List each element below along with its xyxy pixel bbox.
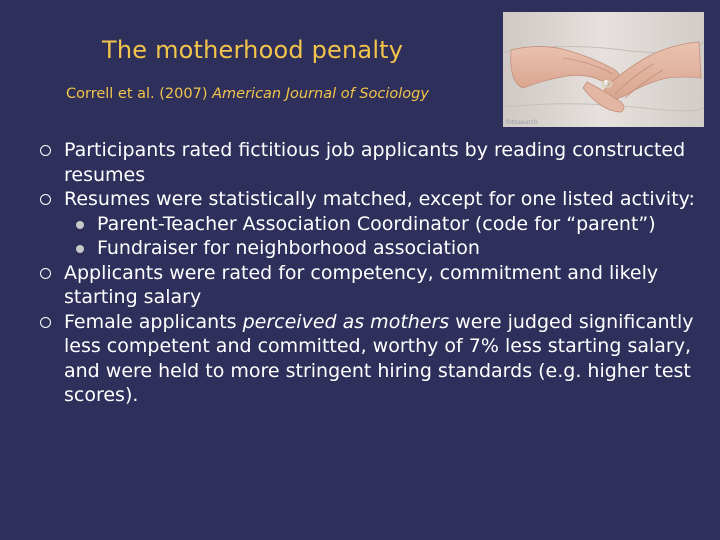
sub-bullet-list [64, 212, 712, 261]
hollow-bullet-icon [40, 194, 51, 205]
subtitle-journal: American Journal of Sociology [212, 86, 429, 102]
bullet-text: Resumes were statistically matched, except for one listed activity: [64, 188, 695, 210]
bullet-text-start: Female applicants [64, 310, 243, 333]
bullet-list [40, 138, 712, 408]
filled-bullet-icon [76, 245, 84, 253]
slide-subtitle [66, 86, 429, 102]
bullet-item [40, 310, 712, 408]
sub-bullet-item [64, 236, 712, 261]
hands-ring-illustration [503, 12, 704, 127]
sub-bullet-text: Fundraiser for neighborhood association [97, 237, 480, 259]
bullet-text-end: were judged significantly less competent and committed, worthy of 7% less starting salary, and were held to more stringent hiring standards (e.g. higher test scores). [64, 310, 694, 406]
photo-watermark: fotosearch [506, 119, 538, 126]
bullet-text [64, 311, 693, 407]
sub-bullet-text: Parent-Teacher Association Coordinator (code for “parent”) [97, 212, 656, 235]
sub-bullet-item [64, 212, 712, 237]
subtitle-authors: Correll et al. (2007) [66, 86, 213, 102]
hollow-bullet-icon [40, 145, 51, 156]
filled-bullet-icon [76, 221, 84, 229]
hands-ring-photo [503, 12, 704, 127]
slide-title: The motherhood penalty [102, 36, 404, 64]
hollow-bullet-icon [40, 317, 51, 328]
bullet-item [40, 138, 712, 187]
bullet-item [40, 187, 712, 261]
bullet-text: Applicants were rated for competency, commitment and likely starting salary [64, 261, 659, 308]
hollow-bullet-icon [40, 268, 51, 279]
bullet-text-emphasis: perceived as mothers [242, 310, 450, 333]
bullet-text: Participants rated fictitious job applicants by reading constructed resumes [64, 139, 686, 186]
bullet-item [40, 261, 712, 310]
